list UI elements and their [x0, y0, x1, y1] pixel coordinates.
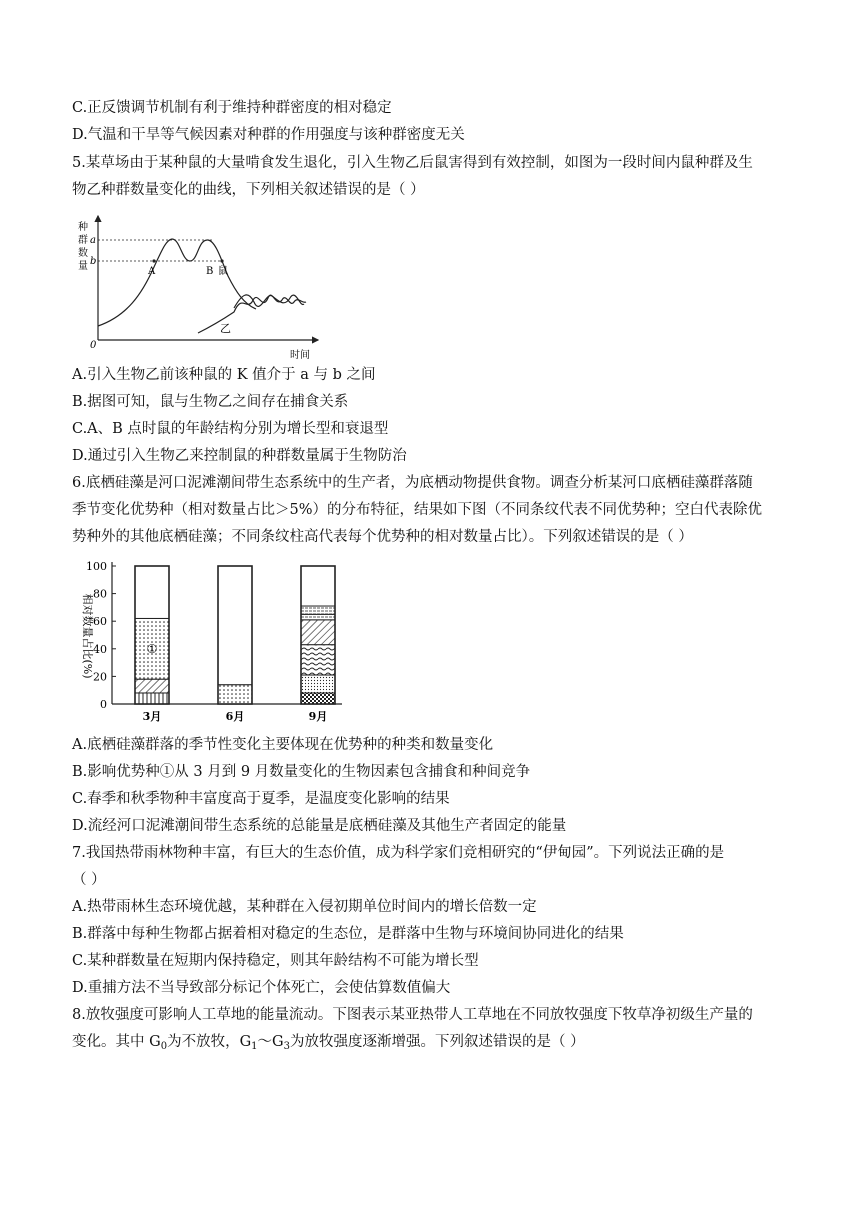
bar-segment	[135, 679, 169, 693]
mouse-label: 鼠	[218, 266, 228, 277]
bar-segment	[218, 566, 252, 685]
q8-sub-2: 1	[251, 1041, 258, 1052]
bar-segment	[301, 566, 335, 606]
q8-sub-1: 0	[160, 1041, 168, 1052]
level-a-label: a	[90, 235, 96, 246]
x-axis-label: 时间	[290, 350, 310, 361]
y-tick-label: 60	[93, 615, 107, 629]
q8-text-1: 变化。其中 G	[72, 1034, 161, 1050]
level-b-label: b	[90, 256, 97, 267]
bar-segment	[301, 693, 335, 704]
diatom-bar-chart	[70, 556, 360, 726]
q6-option-c: C.春季和秋季物种丰富度高于夏季，是温度变化影响的结果	[72, 791, 450, 807]
q7-option-a: A.热带雨林生态环境优越，某种群在入侵初期单位时间内的增长倍数一定	[72, 899, 537, 915]
q8-sub-3: 3	[283, 1041, 291, 1052]
q6-option-a: A.底栖硅藻群落的季节性变化主要体现在优势种的种类和数量变化	[72, 737, 494, 753]
bar-segment	[301, 645, 335, 675]
q7-stem-2: （ ）	[72, 872, 106, 888]
q7-option-d: D.重捕方法不当导致部分标记个体死亡，会使估算数值偏大	[72, 980, 451, 996]
y-tick-label: 100	[86, 560, 107, 573]
q6-option-b: B.影响优势种①从 3 月到 9 月数量变化的生物因素包含捕食和种间竞争	[72, 764, 531, 780]
point-a-label: A	[148, 266, 156, 277]
x-tick-label: 9月	[308, 710, 328, 723]
y-label-3: 数	[78, 248, 88, 259]
q5-option-d: D.通过引入生物乙来控制鼠的种群数量属于生物防治	[72, 448, 407, 464]
q8-stem-2	[72, 1033, 585, 1056]
yi-label: 乙	[220, 322, 231, 335]
q5-stem-1: 5.某草场由于某种鼠的大量啃食发生退化，引入生物乙后鼠害得到有效控制，如图为一段时间内鼠种群及生	[72, 155, 753, 171]
bar-segment	[135, 693, 169, 704]
q4-option-d: D.气温和干旱等气候因素对种群的作用强度与该种群密度无关	[72, 127, 465, 143]
q5-option-b: B.据图可知，鼠与生物乙之间存在捕食关系	[72, 394, 349, 410]
dominant-species-1-label: ①	[146, 641, 158, 656]
q5-option-a: A.引入生物乙前该种鼠的 K 值介于 a 与 b 之间	[72, 367, 376, 383]
q5-option-c: C.A、B 点时鼠的年龄结构分别为增长型和衰退型	[72, 421, 389, 437]
y-label-4: 量	[78, 261, 88, 272]
bar-segment	[301, 606, 335, 614]
bar-segment	[218, 685, 252, 704]
q6-stem-1: 6.底栖硅藻是河口泥滩潮间带生态系统中的生产者，为底栖动物提供食物。调查分析某河口底栖硅藻群落随	[72, 475, 753, 491]
y-tick-label: 80	[93, 587, 107, 601]
q6-stem-3: 势种外的其他底栖硅藻；不同条纹柱高代表每个优势种的相对数量占比）。下列叙述错误的是（ ）	[72, 529, 693, 545]
q8-text-4: 为放牧强度逐渐增强。下列叙述错误的是（ ）	[290, 1034, 585, 1050]
x-tick-label: 6月	[225, 710, 245, 723]
q6-stem-2: 季节变化优势种（相对数量占比＞5%）的分布特征，结果如下图（不同条纹代表不同优势种；空白代表除优	[72, 502, 762, 518]
origin-label: 0	[90, 340, 97, 351]
y-tick-label: 40	[93, 642, 107, 656]
point-b	[220, 259, 223, 262]
bar-segment	[301, 675, 335, 693]
y-tick-label: 0	[100, 698, 107, 711]
q4-option-c: C.正反馈调节机制有利于维持种群密度的相对稳定	[72, 100, 392, 116]
population-curve-figure	[72, 212, 332, 362]
y-label-2: 群	[78, 235, 88, 246]
y-tick-label: 20	[93, 670, 107, 684]
q5-stem-2: 物乙种群数量变化的曲线，下列相关叙述错误的是（ ）	[72, 182, 425, 198]
bar-segment	[301, 614, 335, 620]
x-tick-label: 3月	[142, 710, 162, 723]
q8-text-2: 为不放牧，G	[167, 1034, 252, 1050]
q6-option-d: D.流经河口泥滩潮间带生态系统的总能量是底栖硅藻及其他生产者固定的能量	[72, 818, 567, 834]
bar-segment	[135, 566, 169, 618]
q7-stem-1: 7.我国热带雨林物种丰富，有巨大的生态价值，成为科学家们竞相研究的“伊甸园”。下列说法正确的是	[72, 845, 725, 861]
point-a	[152, 259, 155, 262]
q8-text-3: ～G	[257, 1034, 284, 1050]
q7-option-c: C.某种群数量在短期内保持稳定，则其年龄结构不可能为增长型	[72, 953, 479, 969]
q8-stem-1: 8.放牧强度可影响人工草地的能量流动。下图表示某亚热带人工草地在不同放牧强度下牧草净初级生产量的	[72, 1007, 753, 1023]
q7-option-b: B.群落中每种生物都占据着相对稳定的生态位，是群落中生物与环境间协同进化的结果	[72, 926, 624, 942]
point-b-label: B	[206, 266, 214, 277]
y-label-1: 种	[78, 222, 88, 233]
yi-curve	[198, 295, 306, 333]
bar-segment	[301, 620, 335, 645]
chart-y-label: 相对数量占比(%)	[81, 593, 94, 679]
